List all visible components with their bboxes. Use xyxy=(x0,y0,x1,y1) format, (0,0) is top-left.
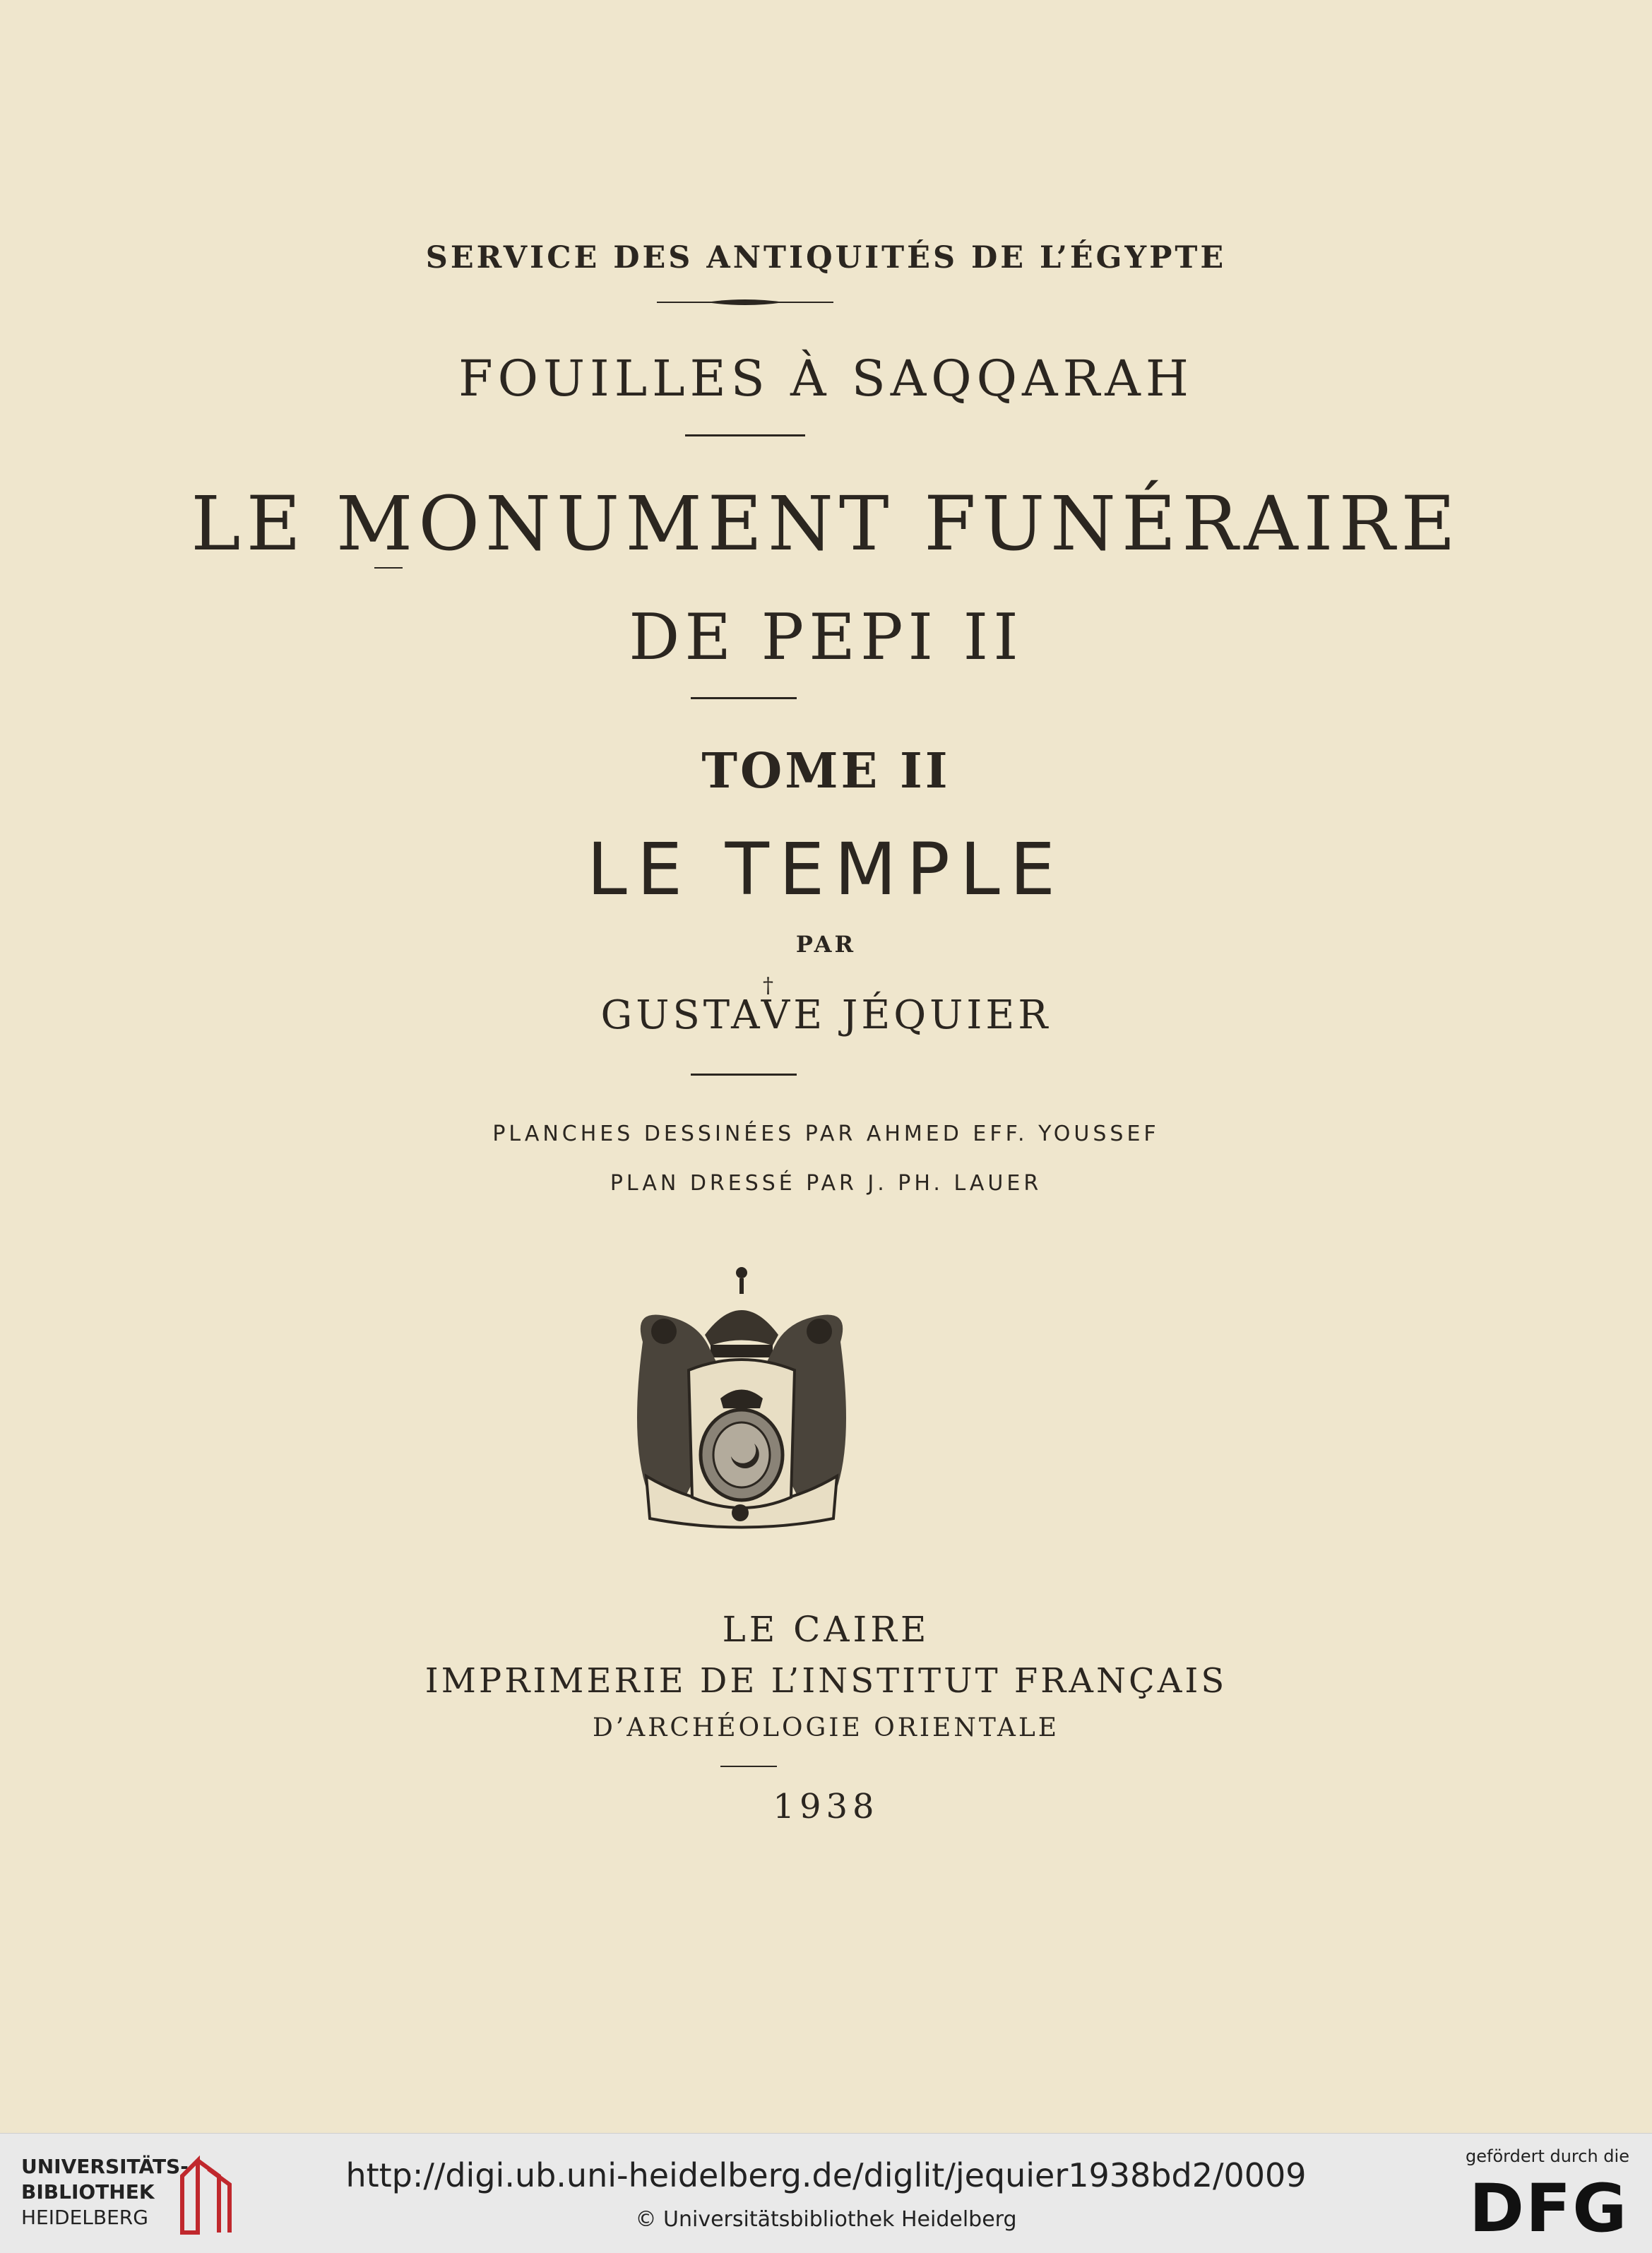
par-label: PAR xyxy=(795,931,857,958)
tome-number: TOME II xyxy=(701,743,951,799)
credit-plan: PLAN DRESSÉ PAR J. PH. LAUER xyxy=(610,1171,1042,1196)
royal-coat-of-arms-emblem xyxy=(622,1264,862,1533)
author-mark: † xyxy=(763,973,773,998)
series-title: FOUILLES À SAQQARAH xyxy=(458,350,1194,408)
publisher-name-line2: D’ARCHÉOLOGIE ORIENTALE xyxy=(592,1713,1060,1742)
credit-plates: PLANCHES DESSINÉES PAR AHMED EFF. YOUSSEF xyxy=(492,1122,1160,1146)
divider-rule xyxy=(685,434,805,436)
permalink-url[interactable]: http://digi.ub.uni-heidelberg.de/diglit/jequier1938bd2/0009 xyxy=(345,2156,1307,2194)
publication-year: 1938 xyxy=(773,1787,879,1826)
publisher-name-line1: IMPRIMERIE DE L’INSTITUT FRANÇAIS xyxy=(424,1661,1228,1701)
divider-rule xyxy=(720,1766,777,1767)
library-name-line3: HEIDELBERG xyxy=(21,2206,148,2229)
digitization-footer xyxy=(0,2133,1652,2253)
divider-rule xyxy=(691,697,797,699)
main-title-line1: LE MONUMENT FUNÉRAIRE xyxy=(191,480,1461,567)
main-title-line2: DE PEPI II xyxy=(629,600,1023,674)
dfg-logo: DFG xyxy=(1469,2170,1629,2247)
ornamental-rule xyxy=(657,297,833,308)
library-name-line2: BIBLIOTHEK xyxy=(21,2180,155,2204)
copyright-notice: © Universitätsbibliothek Heidelberg xyxy=(635,2207,1017,2232)
funding-label: gefördert durch die xyxy=(1466,2146,1629,2166)
divider-rule xyxy=(691,1074,797,1076)
publisher-city: LE CAIRE xyxy=(722,1609,930,1650)
annotation-underline xyxy=(374,567,403,569)
library-name-line1: UNIVERSITÄTS- xyxy=(21,2155,189,2178)
author-name: GUSTAVE JÉQUIER xyxy=(600,992,1052,1038)
subtitle: LE TEMPLE xyxy=(586,828,1066,912)
service-heading: SERVICE DES ANTIQUITÉS DE L’ÉGYPTE xyxy=(425,240,1227,275)
